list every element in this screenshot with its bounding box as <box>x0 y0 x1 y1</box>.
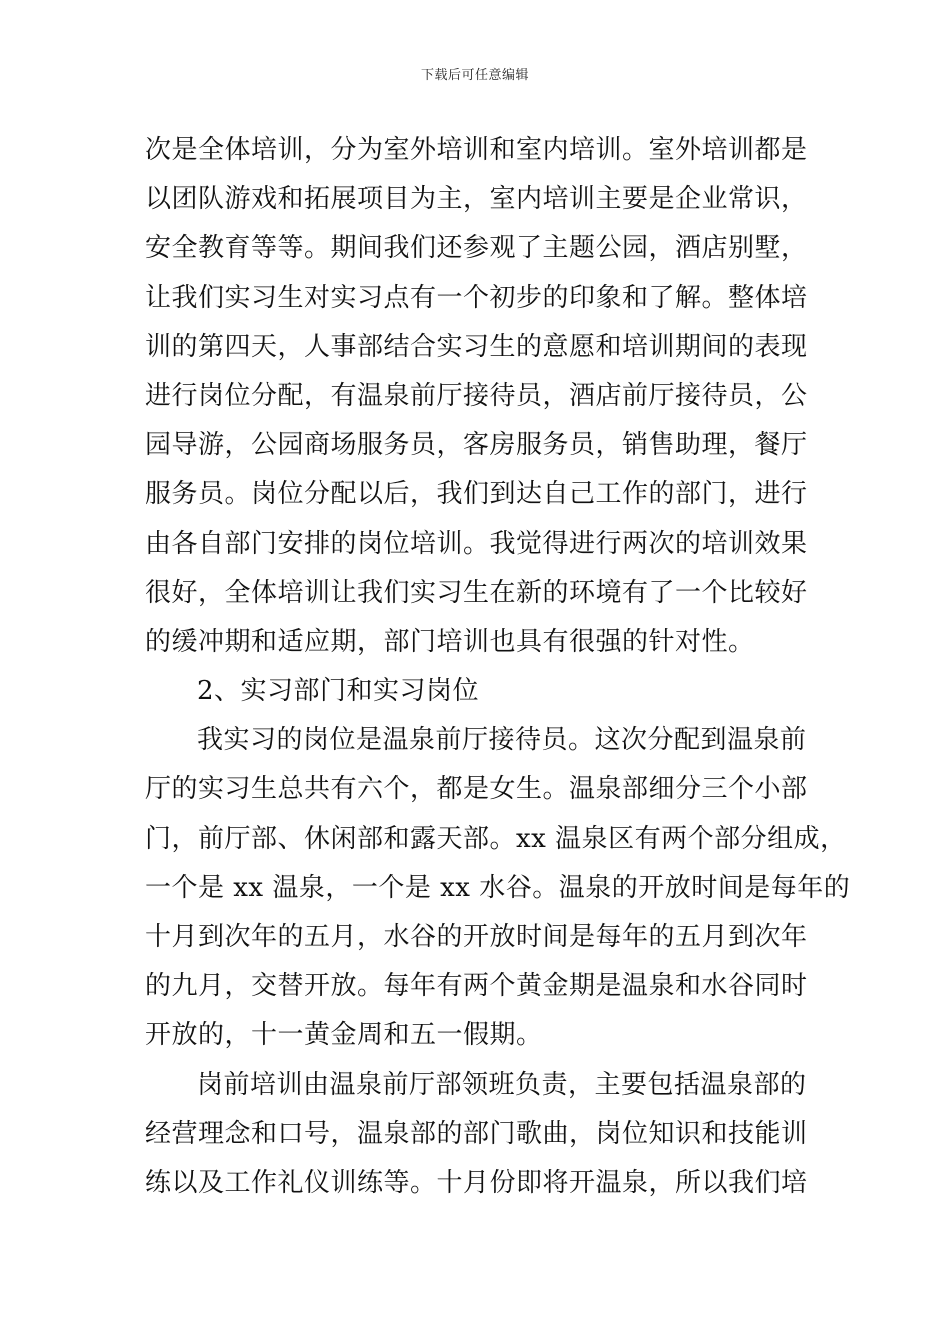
text-line: 开放的，十一黄金周和五一假期。 <box>145 1020 543 1051</box>
page-header: 下载后可任意编辑 <box>420 68 529 83</box>
text-line: 练以及工作礼仪训练等。十月份即将开温泉，所以我们培 <box>145 1167 808 1198</box>
text-line: 一个是 xx 温泉，一个是 xx 水谷。温泉的开放时间是每年的 <box>145 872 851 903</box>
text-line: 岗前培训由温泉前厅部领班负责，主要包括温泉部的 <box>197 1069 807 1100</box>
text-line: 的缓冲期和适应期，部门培训也具有很强的针对性。 <box>145 626 755 657</box>
text-line: 很好，全体培训让我们实习生在新的环境有了一个比较好 <box>145 577 808 608</box>
text-line: 训的第四天，人事部结合实习生的意愿和培训期间的表现 <box>145 331 808 362</box>
text-line: 进行岗位分配，有温泉前厅接待员，酒店前厅接待员，公 <box>145 380 808 411</box>
document-body <box>145 126 851 1208</box>
text-line: 安全教育等等。期间我们还参观了主题公园，酒店别墅， <box>145 233 808 264</box>
text-line: 十月到次年的五月，水谷的开放时间是每年的五月到次年 <box>145 922 808 952</box>
text-line: 由各自部门安排的岗位培训。我觉得进行两次的培训效果 <box>145 528 808 559</box>
text-line: 次是全体培训，分为室外培训和室内培训。室外培训都是 <box>145 135 808 165</box>
text-line: 厅的实习生总共有六个，都是女生。温泉部细分三个小部 <box>145 774 808 805</box>
section-heading: 2、实习部门和实习岗位 <box>197 676 480 707</box>
text-line: 服务员。岗位分配以后，我们到达自己工作的部门，进行 <box>145 479 808 510</box>
text-line: 我实习的岗位是温泉前厅接待员。这次分配到温泉前 <box>197 725 807 756</box>
text-line: 门，前厅部、休闲部和露天部。xx 温泉区有两个部分组成， <box>145 823 847 854</box>
text-line: 以团队游戏和拓展项目为主，室内培训主要是企业常识， <box>145 184 808 215</box>
text-line: 经营理念和口号，温泉部的部门歌曲，岗位知识和技能训 <box>145 1118 808 1149</box>
text-line: 让我们实习生对实习点有一个初步的印象和了解。整体培 <box>145 282 808 313</box>
text-line: 园导游，公园商场服务员，客房服务员，销售助理，餐厅 <box>145 430 808 461</box>
text-line: 的九月，交替开放。每年有两个黄金期是温泉和水谷同时 <box>145 971 808 1002</box>
